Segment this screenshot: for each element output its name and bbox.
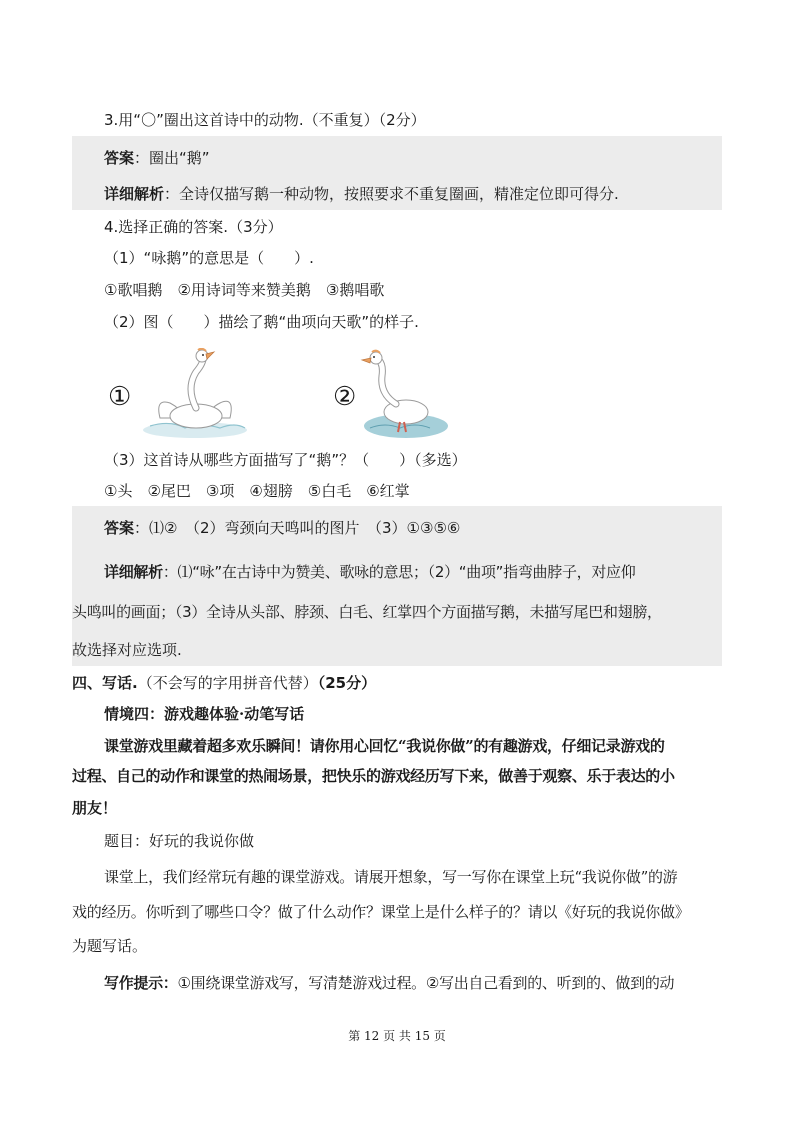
body-line-2: 戏的经历。你听到了哪些口令？做了什么动作？课堂上是什么样子的？请以《好玩的我说你做》	[72, 903, 690, 921]
goose-image-2	[360, 348, 450, 440]
body-line-3: 为题写话。	[72, 937, 148, 955]
q3-answer	[104, 148, 210, 168]
topic: 题目：好玩的我说你做	[104, 832, 255, 850]
q4-sub3: （3）这首诗从哪些方面描写了“鹅”？（ ）（多选）	[104, 451, 467, 469]
q4-sub2: （2）图（ ）描绘了鹅“曲项向天歌”的样子.	[104, 313, 419, 331]
body-line-1: 课堂上，我们经常玩有趣的课堂游戏。请展开想象，写一写你在课堂上玩“我说你做”的游	[104, 868, 678, 886]
prompt-line-3: 朋友！	[72, 799, 118, 817]
q4-sub1: （1）“咏鹅”的意思是（ ）.	[104, 249, 314, 267]
answer-text: ：圈出“鹅”	[134, 149, 210, 167]
section4-title: 四、写话.	[72, 674, 138, 692]
writing-tips	[104, 973, 674, 993]
analysis-text: ：⑴“咏”在古诗中为赞美、歌咏的意思；（2）“曲项”指弯曲脖子，对应仰	[162, 563, 636, 581]
answer-label: 答案	[104, 519, 135, 537]
q4-analysis-line3: 故选择对应选项.	[72, 641, 182, 659]
analysis-label: 详细解析	[104, 563, 163, 581]
section4-heading	[72, 673, 376, 693]
q4-sub1-options: ①歌唱鹅 ②用诗词等来赞美鹅 ③鹅唱歌	[104, 281, 385, 299]
q4-analysis-line2: 头鸣叫的画面；（3）全诗从头部、脖颈、白毛、红掌四个方面描写鹅，未描写尾巴和翅膀，	[72, 603, 662, 621]
goose-image-1	[140, 348, 250, 440]
q4-analysis	[104, 562, 635, 582]
q3-question: 3.用“〇”圈出这首诗中的动物.（不重复）（2分）	[104, 111, 426, 129]
q3-analysis	[104, 184, 619, 204]
answer-text: ：⑴② （2）弯颈向天鸣叫的图片 （3）①③⑤⑥	[134, 519, 461, 537]
scenario-title: 情境四：游戏趣体验·动笔写话	[104, 705, 305, 723]
analysis-text: ：全诗仅描写鹅一种动物，按照要求不重复圈画，精准定位即可得分.	[164, 185, 619, 203]
q4-answer	[104, 518, 460, 538]
q4-title: 4.选择正确的答案.（3分）	[104, 218, 283, 236]
section4-score: （25分）	[317, 674, 377, 692]
tips-text: ①围绕课堂游戏写，写清楚游戏过程。②写出自己看到的、听到的、做到的动	[177, 974, 675, 992]
image-label-1: ①	[108, 382, 132, 412]
section4-note: （不会写的字用拼音代替）	[137, 674, 318, 692]
page-footer: 第 12 页 共 15 页	[348, 1029, 446, 1043]
prompt-line-1: 课堂游戏里藏着超多欢乐瞬间！请你用心回忆“我说你做”的有趣游戏，仔细记录游戏的	[104, 737, 665, 755]
analysis-label: 详细解析	[104, 185, 165, 203]
answer-label: 答案	[104, 149, 135, 167]
q4-sub3-options: ①头 ②尾巴 ③项 ④翅膀 ⑤白毛 ⑥红掌	[104, 482, 410, 500]
tips-label: 写作提示：	[104, 974, 178, 992]
prompt-line-2: 过程、自己的动作和课堂的热闹场景，把快乐的游戏经历写下来，做善于观察、乐于表达的小	[72, 767, 675, 785]
image-label-2: ②	[333, 382, 357, 412]
